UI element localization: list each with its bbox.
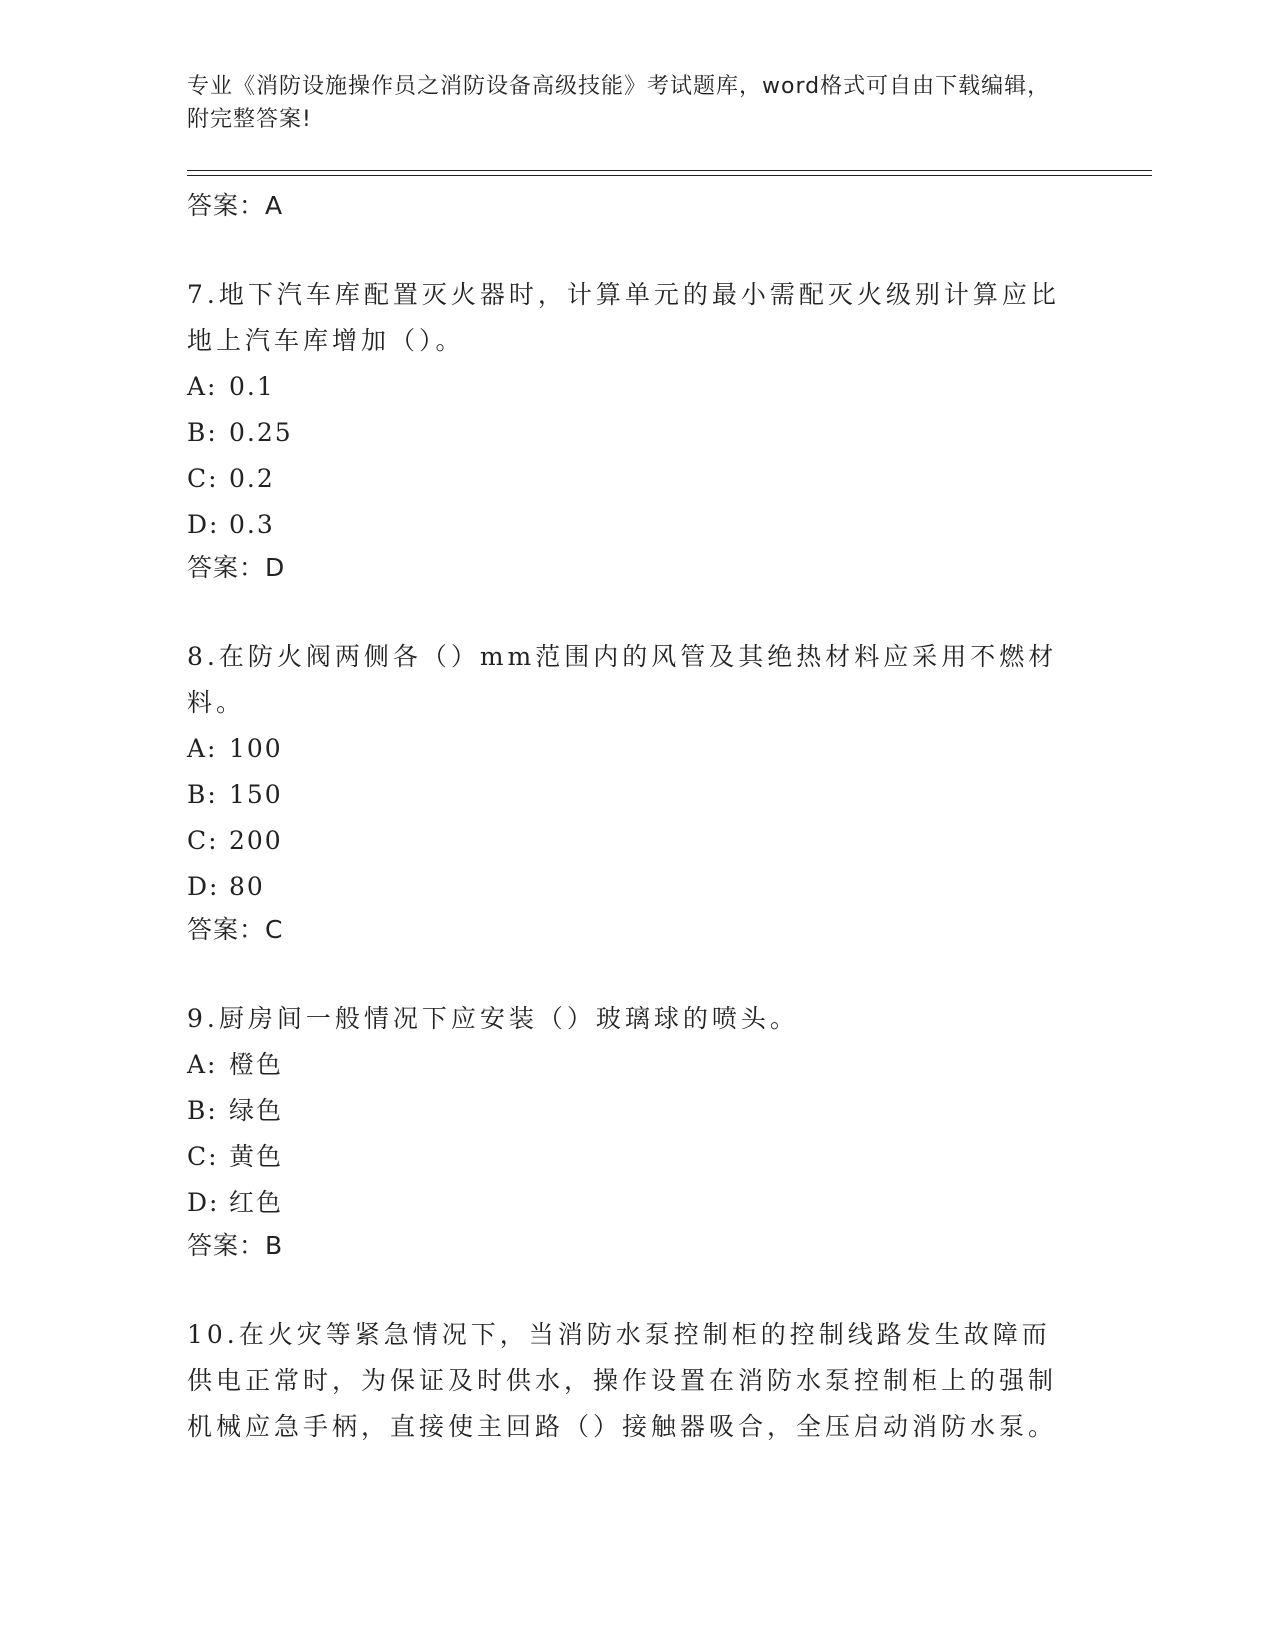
question-text: 10.在火灾等紧急情况下，当消防水泵控制柜的控制线路发生故障而供电正常时，为保证及时供水，操作设置在消防水泵控制柜上的强制机械应急手柄，直接使主回路（）接触器吸合，全压启动消防水泵。 — [187, 1320, 1058, 1441]
option-c — [187, 818, 1147, 864]
option-b — [187, 410, 1147, 456]
option-c — [187, 1134, 1147, 1180]
option-d — [187, 1180, 1147, 1226]
option-letter: A: — [187, 372, 218, 401]
option-value: 红色 — [229, 1188, 284, 1217]
option-value: 0.3 — [229, 510, 275, 539]
option-a — [187, 726, 1147, 772]
option-value: 橙色 — [229, 1050, 284, 1079]
option-value: 80 — [229, 872, 265, 901]
answer-q9: 答案：B — [187, 1231, 284, 1260]
question-9 — [187, 996, 1147, 1272]
option-letter: D: — [187, 510, 220, 539]
option-letter: C: — [187, 1142, 219, 1171]
option-value: 200 — [229, 826, 283, 855]
option-value: 0.1 — [229, 372, 275, 401]
header-divider — [187, 170, 1152, 176]
document-page — [187, 70, 1147, 1450]
option-a — [187, 364, 1147, 410]
option-letter: B: — [187, 780, 218, 809]
option-value: 0.2 — [229, 464, 275, 493]
option-value: 150 — [229, 780, 283, 809]
option-value: 0.25 — [229, 418, 293, 447]
option-c — [187, 456, 1147, 502]
option-d — [187, 502, 1147, 548]
option-value: 绿色 — [229, 1096, 284, 1125]
answer-q8: 答案：C — [187, 915, 284, 944]
option-letter: A: — [187, 734, 218, 763]
question-7 — [187, 272, 1147, 594]
option-d — [187, 864, 1147, 910]
option-letter: A: — [187, 1050, 218, 1079]
question-8 — [187, 634, 1147, 956]
question-text: 8.在防火阀两侧各（）mm范围内的风管及其绝热材料应采用不燃材料。 — [187, 642, 1058, 717]
option-letter: D: — [187, 1188, 220, 1217]
question-text: 9.厨房间一般情况下应安装（）玻璃球的喷头。 — [187, 1004, 799, 1033]
option-letter: D: — [187, 872, 220, 901]
question-10 — [187, 1312, 1147, 1450]
option-a — [187, 1042, 1147, 1088]
option-letter: B: — [187, 418, 218, 447]
answer-q7: 答案：D — [187, 553, 286, 582]
page-header: 专业《消防设施操作员之消防设备高级技能》考试题库，word格式可自由下载编辑，附完整答案! — [187, 74, 1051, 132]
answer-q6: 答案：A — [187, 191, 284, 220]
option-value: 100 — [229, 734, 283, 763]
option-value: 黄色 — [229, 1142, 284, 1171]
option-letter: C: — [187, 464, 219, 493]
option-b — [187, 1088, 1147, 1134]
question-text: 7.地下汽车库配置灭火器时，计算单元的最小需配灭火级别计算应比地上汽车库增加（）。 — [187, 280, 1060, 355]
option-letter: C: — [187, 826, 219, 855]
option-b — [187, 772, 1147, 818]
option-letter: B: — [187, 1096, 218, 1125]
